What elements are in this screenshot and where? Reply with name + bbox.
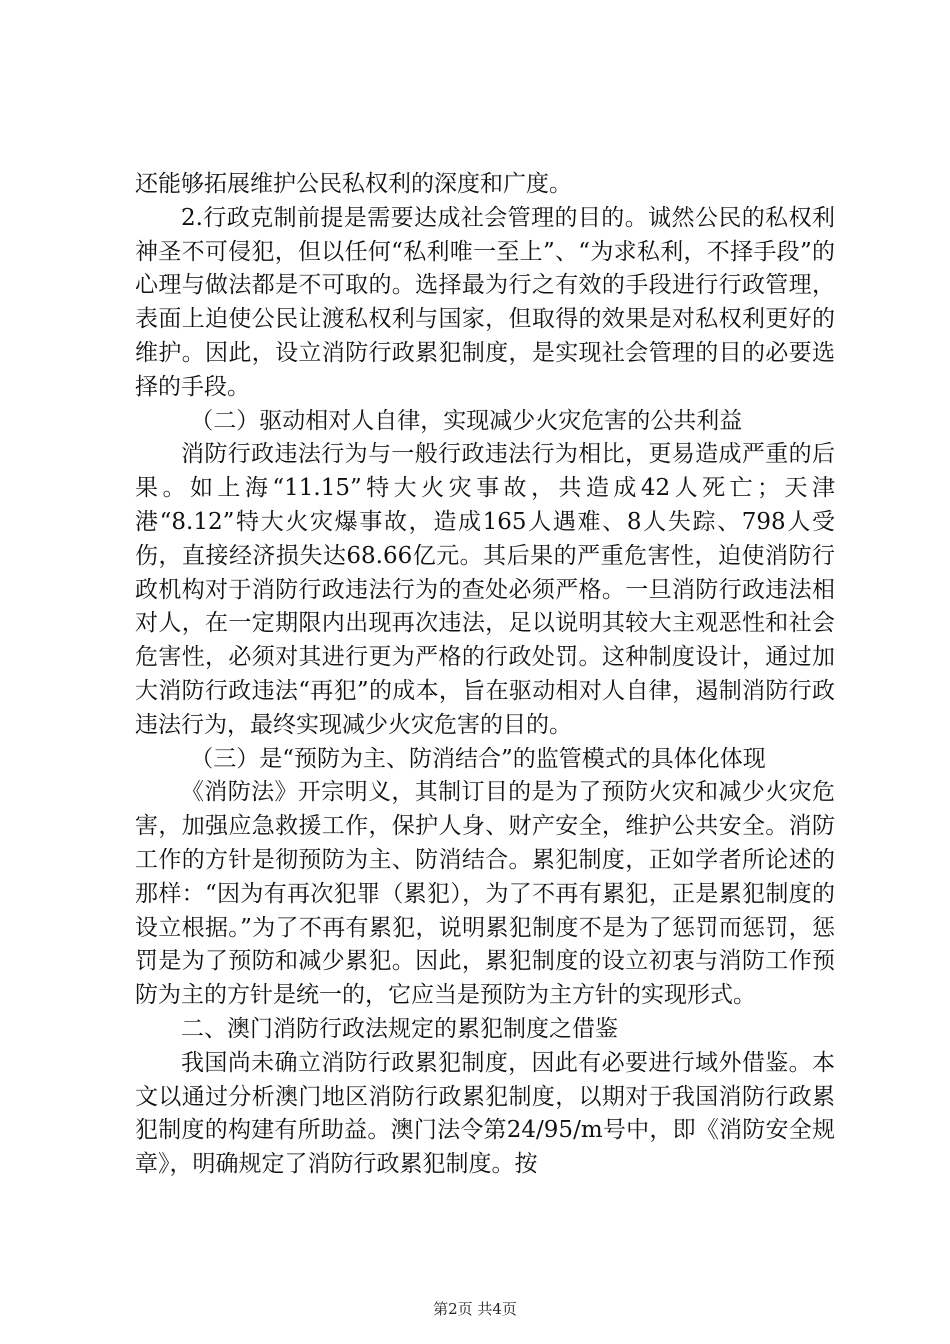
paragraph-macau: 我国尚未确立消防行政累犯制度，因此有必要进行域外借鉴。本文以通过分析澳门地区消防行政累犯制度，以期对于我国消防行政累犯制度的构建有所助益。澳门法令第24/95/m号中，即《消防安全规章》，明确规定了消防行政累犯制度。按 bbox=[135, 1049, 835, 1178]
paragraph-fire-cases: 消防行政违法行为与一般行政违法行为相比，更易造成严重的后果。如上海“11.15”特大火灾事故，共造成42人死亡；天津港“8.12”特大火灾爆事故，造成165人遇难、8人失踪、798人受伤，直接经济损失达68.66亿元。其后果的严重危害性，迫使消防行政机构对于消防行政违法行为的查处必须严格。一旦消防行政违法相对人，在一定期限内出现再次违法，足以说明其较大主观恶性和社会危害性，必须对其进行更为严格的行政处罚。这种制度设计，通过加大消防行政违法“再犯”的成本，旨在驱动相对人自律，遏制消防行政违法行为，最终实现减少火灾危害的目的。 bbox=[135, 441, 835, 738]
chapter-heading-macau: 二、澳门消防行政法规定的累犯制度之借鉴 bbox=[181, 1015, 618, 1042]
document-body bbox=[135, 168, 835, 1182]
paragraph-continuation: 还能够拓展维护公民私权利的深度和广度。 bbox=[135, 171, 572, 197]
paragraph-fire-law: 《消防法》开宗明义，其制订目的是为了预防火灾和减少火灾危害，加强应急救援工作，保护人身、财产安全，维护公共安全。消防工作的方针是彻预防为主、防消结合。累犯制度，正如学者所论述的那样：“因为有再次犯罪（累犯），为了不再有累犯，正是累犯制度的设立根据。”为了不再有累犯，说明累犯制度不是为了惩罚而惩罚，惩罚是为了预防和减少累犯。因此，累犯制度的设立初衷与消防工作预防为主的方针是统一的，它应当是预防为主方针的实现形式。 bbox=[135, 779, 835, 1009]
page-footer: 第2页 共4页 bbox=[433, 1300, 517, 1318]
section-heading-2: （二）驱动相对人自律，实现减少火灾危害的公共利益 bbox=[190, 407, 743, 434]
paragraph-point-2: 2.行政克制前提是需要达成社会管理的目的。诚然公民的私权利神圣不可侵犯，但以任何“私利唯一至上”、“为求私利，不择手段”的心理与做法都是不可取的。选择最为行之有效的手段进行行政管理，表面上迫使公民让渡私权利与国家，但取得的效果是对私权利更好的维护。因此，设立消防行政累犯制度，是实现社会管理的目的必要选择的手段。 bbox=[135, 204, 835, 400]
section-heading-3: （三）是“预防为主、防消结合”的监管模式的具体化体现 bbox=[190, 745, 766, 772]
